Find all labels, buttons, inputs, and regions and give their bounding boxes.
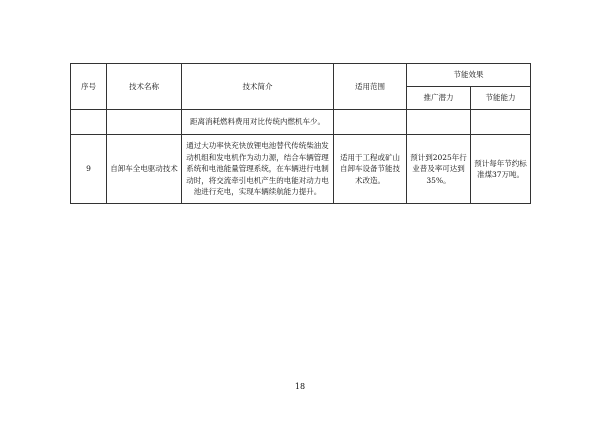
table-row [71, 135, 531, 204]
header-row-top [71, 64, 531, 87]
header-no: 序号 [71, 64, 107, 110]
cont-scope-cell [334, 110, 407, 135]
header-tech-name: 技术名称 [107, 64, 182, 110]
header-potential: 推广潜力 [407, 87, 471, 110]
header-energy-effect: 节能效果 [407, 64, 531, 87]
cont-intro-cell: 距离消耗燃料费用对比传统内燃机车少。 [182, 110, 334, 135]
row-name-cell: 自卸车全电驱动技术 [107, 135, 182, 204]
header-capacity: 节能能力 [471, 87, 531, 110]
cont-name-cell [107, 110, 182, 135]
cont-potential-cell [407, 110, 471, 135]
row-no-cell: 9 [71, 135, 107, 204]
row-intro-cell: 通过大功率快充快放锂电池替代传统柴油发动机组和发电机作为动力源，结合车辆管理系统和电池能量管理系统，在车辆进行电制动时，将交流牵引电机产生的电能对动力电池进行充电，实现车辆续航能力提升。 [182, 135, 334, 204]
header-tech-intro: 技术简介 [182, 64, 334, 110]
cont-no-cell [71, 110, 107, 135]
cont-capacity-cell [471, 110, 531, 135]
row-scope-cell: 适用于工程或矿山自卸车设备节能技术改造。 [334, 135, 407, 204]
continuation-row [71, 110, 531, 135]
technology-table [70, 63, 531, 204]
row-capacity-cell: 预计每年节约标准煤37万吨。 [471, 135, 531, 204]
header-scope: 适用范围 [334, 64, 407, 110]
row-potential-cell: 预计到2025年行业普及率可达到35%。 [407, 135, 471, 204]
page-number: 18 [294, 382, 306, 391]
